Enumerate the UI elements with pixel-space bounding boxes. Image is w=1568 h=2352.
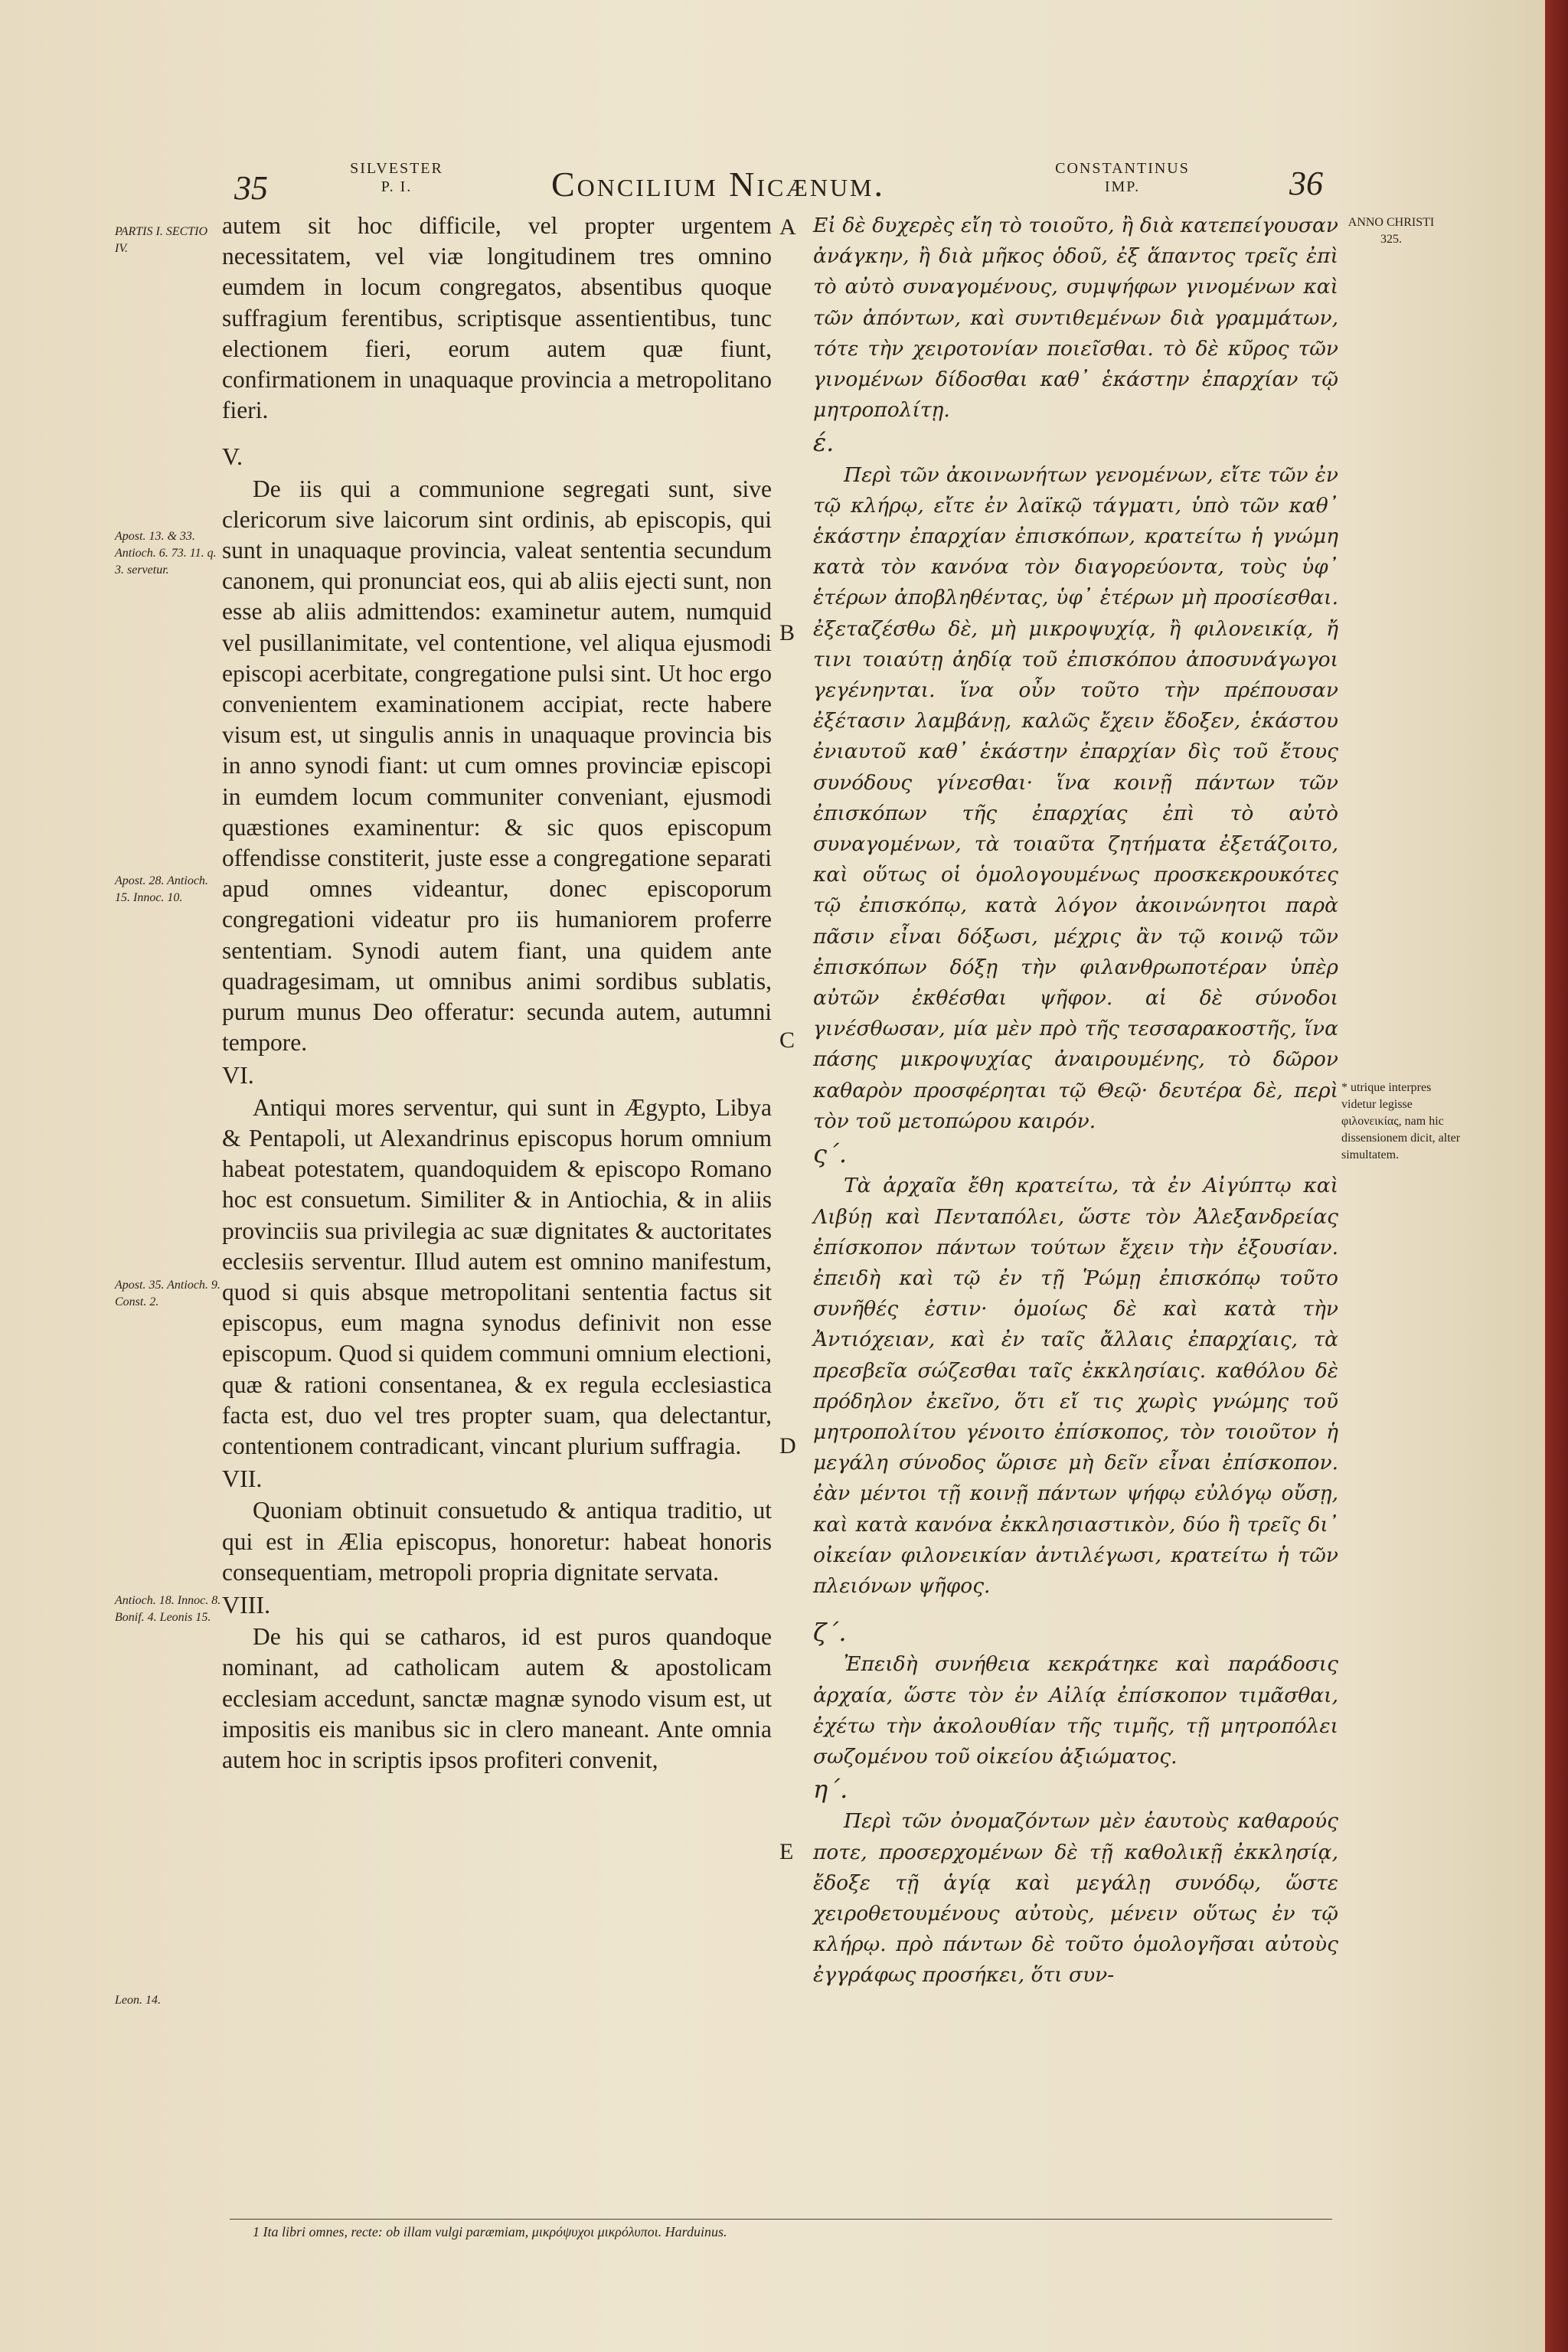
greek-paragraph: Εἰ δὲ δυχερὲς εἴη τὸ τοιοῦτο, ἢ διὰ κατεπείγουσαν ἀνάγκην, ἢ διὰ μῆκος ὁδοῦ, ἐξ ἅπαντος τρεῖς ἐπὶ τὸ αὐτὸ συναγομένους, συμψήφων γινομένων καὶ τῶν ἀπόντων, καὶ συντιθεμένων διὰ γραμμάτων, τότε τὴν χειροτονίαν ποιεῖσθαι. τὸ δὲ κῦρος τῶν γινομένων δίδοσθαι καθ᾿ ἑκάστην ἐπαρχίαν τῷ μητροπολίτῃ. bbox=[813, 214, 1338, 423]
margin-note-viii: Leon. 14. bbox=[115, 1994, 161, 2007]
canon-number: VII. bbox=[222, 1465, 263, 1493]
canon-number: έ. bbox=[813, 428, 835, 458]
section-letter-a: A bbox=[779, 214, 796, 240]
margin-note-synod: Apost. 28. Antioch. 15. Innoc. 10. bbox=[115, 874, 208, 904]
page-header bbox=[0, 158, 1568, 211]
canon-number: ζ΄. bbox=[813, 1618, 847, 1648]
latin-paragraph: autem sit hoc difficile, vel propter urgentem necessitatem, vel viæ longitudinem tres omnino eumdem in locum congregatos, absentibus quoque suffragium ferentibus, scriptisque assentientibus, tunc electionem fieri, eorum autem quæ fiunt, confirmationem in unaquaque provincia a metropolitano fieri. bbox=[222, 212, 772, 424]
canon-number: ς΄. bbox=[813, 1139, 848, 1169]
left-page-number: 35 bbox=[234, 169, 268, 207]
margin-anno-christi: ANNO CHRISTI 325. bbox=[1348, 216, 1435, 246]
section-letter-b: B bbox=[779, 620, 795, 645]
section-letter-d: D bbox=[779, 1433, 796, 1459]
greek-column bbox=[813, 211, 1338, 1991]
canon-number: V. bbox=[222, 443, 243, 471]
margin-note-vi: Apost. 35. Antioch. 9. Const. 2. bbox=[115, 1279, 220, 1308]
canon-number: η΄. bbox=[813, 1775, 848, 1805]
latin-paragraph: Quoniam obtinuit consuetudo & antiqua traditio, ut qui est in Ælia episcopus, honoretur: habeat honoris consequentiam, metropoli propria dignitate servata. bbox=[222, 1497, 772, 1586]
left-running-head: SILVESTER P. I. bbox=[350, 160, 443, 195]
section-letter-e: E bbox=[779, 1839, 794, 1864]
right-running-head: CONSTANTINUS IMP. bbox=[1055, 160, 1190, 195]
latin-paragraph: De iis qui a communione segregati sunt, sive clericorum sive laicorum sint ordinis, ab episcopis, qui sunt in unaquaque provincia, valeat sententia secundum canonem, qui pronunciat eos, qui ab aliis ejecti sunt, non esse ab aliis admittendos: examinetur autem, numquid vel pusillanimitate, vel contentione, vel aliqua ejusmodi episcopi acerbitate, congregatione pulsi sint. Ut hoc ergo convenientem examinationem accipiat, recte habere visum est, ut singulis annis in unaquaque provincia bis in anno synodi fiant: ut cum omnes provinciæ episcopi in eumdem locum communiter conveniant, ejusmodi quæstiones examinentur: & sic quos episcopum offendisse constiterit, juste esse a congregatione separati apud omnes videantur, donec episcoporum congregationi videatur pro iis humaniorem proferre sententiam. Synodi autem fiant, una quidem ante quadragesimam, ut omnibus animi sordibus sublatis, purum munus Deo offeratur: secunda autem, autumni tempore. bbox=[222, 475, 772, 1057]
greek-paragraph: Τὰ ἀρχαῖα ἔθη κρατείτω, τὰ ἐν Αἰγύπτῳ καὶ Λιβύῃ καὶ Πενταπόλει, ὥστε τὸν Ἀλεξανδρείας ἐπίσκοπον πάντων τούτων ἔχειν τὴν ἐξουσίαν. ἐπειδὴ καὶ τῷ ἐν τῇ Ῥώμῃ ἐπισκόπῳ τοῦτο συνῆθές ἐστιν· ὁμοίως δὲ καὶ κατὰ τὴν Ἀντιόχειαν, καὶ ἐν ταῖς ἄλλαις ἐπαρχίαις, τὰ πρεσβεῖα σώζεσθαι ταῖς ἐκκλησίαις. καθόλου δὲ πρόδηλον ἐκεῖνο, ὅτι εἴ τις χωρὶς γνώμης τοῦ μητροπολίτου γένοιτο ἐπίσκοπος, τὸν τοιοῦτον ἡ μεγάλη σύνοδος ὥρισε μὴ δεῖν εἶναι ἐπίσκοπον. ἐὰν μέντοι τῇ κοινῇ πάντων ψήφῳ εὐλόγῳ οὔσῃ, καὶ κατὰ κανόνα ἐκκλησιαστικὸν, δύο ἢ τρεῖς δι᾿ οἰκείαν φιλονεικίαν ἀντιλέγωσι, κρατείτω ἡ τῶν πλειόνων ψῆφος. bbox=[813, 1174, 1338, 1598]
binding-edge bbox=[1545, 0, 1568, 2352]
right-page-number: 36 bbox=[1289, 165, 1323, 202]
margin-note-antioch: Antioch. 18. Innoc. 8. Bonif. 4. Leonis 15. bbox=[115, 1594, 221, 1624]
canon-number: VI. bbox=[222, 1061, 254, 1089]
margin-variant-note: * utrique interpres videtur legisse φιλονεικίας, nam hic dissensionem dicit, alter simultatem. bbox=[1341, 1081, 1461, 1161]
greek-paragraph: Ἐπειδὴ συνήθεια κεκράτηκε καὶ παράδοσις ἀρχαία, ὥστε τὸν ἐν Αἰλίᾳ ἐπίσκοπον τιμᾶσθαι, ἐχέτω τὴν ἀκολουθίαν τῆς τιμῆς, τῇ μητροπόλει σωζομένου τοῦ οἰκείου ἀξιώματος. bbox=[813, 1652, 1338, 1769]
margin-note-v: Apost. 13. & 33. Antioch. 6. 73. 11. q. 3. servetur. bbox=[115, 530, 217, 577]
latin-paragraph: Antiqui mores serventur, qui sunt in Ægypto, Libya & Pentapoli, ut Alexandrinus episcopus horum omnium habeat potestatem, quandoquidem & episcopo Romano hoc est consuetum. Similiter & in Antiochia, & in aliis provinciis sua privilegia ac suæ dignitates & auctoritates ecclesiis serventur. Illud autem est omnino manifestum, quod si quis absque metropolitani sententia factus sit episcopus, eum magna synodus definivit non esse episcopum. Quod si quidem communi omnium electioni, quæ & rationi consentanea, & ex regula ecclesiastica facta est, duo vel tres propter suam, qua delectantur, contentionem contradicant, vincant plurium suffragia. bbox=[222, 1093, 772, 1459]
greek-paragraph: Περὶ τῶν ἀκοινωνήτων γενομένων, εἴτε τῶν ἐν τῷ κλήρῳ, εἴτε ἐν λαϊκῷ τάγματι, ὑπὸ τῶν καθ᾿ ἑκάστην ἐπαρχίαν ἐπισκόπων, κρατείτω ἡ γνώμη κατὰ τὸν κανόνα τὸν διαγορεύοντα, τοὺς ὑφ᾿ ἑτέρων ἀποβληθέντας, ὑφ᾿ ἑτέρων μὴ προσίεσθαι. ἐξεταζέσθω δὲ, μὴ μικροψυχίᾳ, ἢ φιλονεικίᾳ, ἤ τινι τοιαύτῃ ἀηδίᾳ τοῦ ἐπισκόπου ἀποσυνάγωγοι γεγένηνται. ἵνα οὖν τοῦτο τὴν πρέπουσαν ἐξέτασιν λαμβάνῃ, καλῶς ἔχειν ἔδοξεν, ἑκάστου ἐνιαυτοῦ καθ᾿ ἑκάστην ἐπαρχίαν δὶς τοῦ ἔτους συνόδους γίνεσθαι· ἵνα κοινῇ πάντων τῶν ἐπισκόπων τῆς ἐπαρχίας ἐπὶ τὸ αὐτὸ συναγομένων, τὰ τοιαῦτα ζητήματα ἐξετάζοιτο, καὶ οὕτως οἱ ὁμολογουμένως προσκεκρουκότες τῷ ἐπισκόπῳ, κατὰ λόγον ἀκοινώνητοι παρὰ πᾶσιν εἶναι δόξωσι, μέχρις ἂν τῷ κοινῷ τῶν ἐπισκόπων δόξῃ τὴν φιλανθρωποτέραν ὑπὲρ αὐτῶν ἐκθέσθαι ψῆφον. αἱ δὲ σύνοδοι γινέσθωσαν, μία μὲν πρὸ τῆς τεσσαρακοστῆς, ἵνα πάσης μικροψυχίας ἀναιρουμένης, τὸ δῶρον καθαρὸν προσφέρηται τῷ Θεῷ· δευτέρα δὲ, περὶ τὸν τοῦ μετοπώρου καιρόν. bbox=[813, 462, 1338, 1133]
canon-number: VIII. bbox=[222, 1590, 271, 1619]
footnote-rule bbox=[230, 2219, 1332, 2220]
section-letter-c: C bbox=[779, 1027, 795, 1053]
page-title: Concilium Nicænum. bbox=[551, 165, 886, 204]
footnote: 1 Ita libri omnes, recte: ob illam vulgi paræmiam, μικρόψυχοι μικρόλυποι. Harduinus. bbox=[253, 2224, 727, 2239]
greek-paragraph: Περὶ τῶν ὀνομαζόντων μὲν ἑαυτοὺς καθαρούς ποτε, προσερχομένων δὲ τῇ καθολικῇ ἐκκλησίᾳ, ἔδοξε τῇ ἁγίᾳ καὶ μεγάλῃ συνόδῳ, ὥστε χειροθετουμένους αὐτοὺς, μένειν οὕτως ἐν τῷ κλήρῳ. πρὸ πάντων δὲ τοῦτο ὁμολογῆσαι αὐτοὺς ἐγγράφως προσήκει, ὅτι συν- bbox=[813, 1809, 1338, 1988]
latin-column bbox=[222, 211, 772, 1775]
latin-paragraph: De his qui se catharos, id est puros quandoque nominant, ad catholicam autem & apostolicam ecclesiam accedunt, sanctæ magnæ synodo visum est, ut impositis eis manibus sic in clero maneant. Ante omnia autem hoc in scriptis ipsos profiteri convenit, bbox=[222, 1623, 772, 1773]
margin-partis-sectio: PARTIS I. SECTIO IV. bbox=[115, 225, 208, 255]
